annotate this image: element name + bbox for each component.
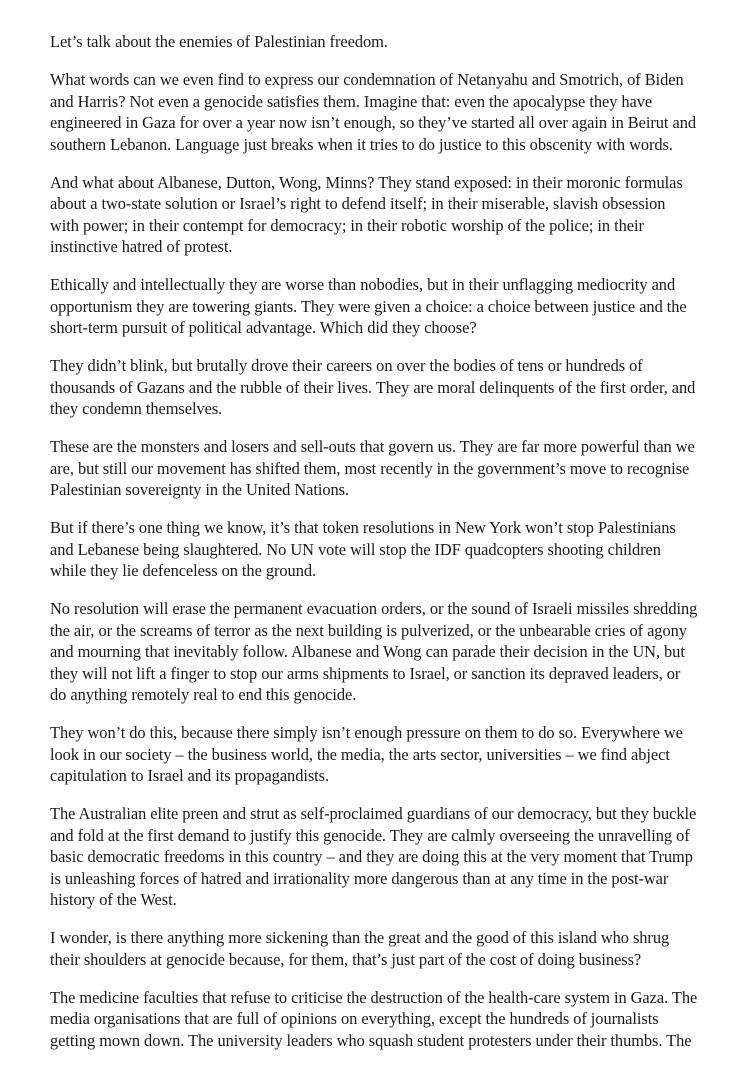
paragraph-12: The medicine faculties that refuse to criticise the destruction of the health-care system in Gaza. The media organisations that are full of opinions on everything, except the hundreds of journalists getting mown down. The university leaders who squash student protesters under their thumbs. The: [50, 987, 698, 1050]
paragraph-10: The Australian elite preen and strut as self-proclaimed guardians of our democracy, but they buckle and fold at the first demand to justify this genocide. They are calmly overseeing the unravelling of basic democratic freedoms in this country – and they are doing this at the very moment that Trump is unleashing forces of hatred and irrationality more dangerous than at any time in the post-war history of the West.: [50, 804, 697, 909]
paragraph-5: They didn’t blink, but brutally drove their careers on over the bodies of tens or hundreds of thousands of Gazans and the rubble of their lives. They are moral delinquents of the first order, and they condemn themselves.: [50, 356, 696, 418]
paragraph-7: But if there’s one thing we know, it’s that token resolutions in New York won’t stop Palestinians and Lebanese being slaughtered. No UN vote will stop the IDF quadcopters shooting children while they lie defenceless on the ground.: [50, 518, 676, 580]
paragraph-6: These are the monsters and losers and sell-outs that govern us. They are far more powerful than we are, but still our movement has shifted them, most recently in the government’s move to recognise Palestinian sovereignty in the United Nations.: [50, 437, 695, 499]
paragraph-3: And what about Albanese, Dutton, Wong, Minns? They stand exposed: in their moronic formulas about a two-state solution or Israel’s right to defend itself; in their miserable, slavish obsession with power; in their contempt for democracy; in their robotic worship of the police; in their instinctive hatred of protest.: [50, 172, 683, 256]
paragraph-2: What words can we even find to express our condemnation of Netanyahu and Smotrich, of Biden and Harris? Not even a genocide satisfies them. Imagine that: even the apocalypse they have engineered in Gaza for over a year now isn’t enough, so they’ve started all over again in Beirut and southern Lebanon. Language just breaks when it tries to do justice to this obscenity with words.: [50, 70, 696, 154]
paragraph-4: Ethically and intellectually they are worse than nobodies, but in their unflagging mediocrity and opportunism they are towering giants. They were given a choice: a choice between justice and the short-term pursuit of political advantage. Which did they choose?: [50, 275, 687, 337]
paragraph-11: I wonder, is there anything more sickening than the great and the good of this island who shrug their shoulders at genocide because, for them, that’s just part of the cost of doing business?: [50, 928, 670, 969]
paragraph-8: No resolution will erase the permanent evacuation orders, or the sound of Israeli missiles shredding the air, or the screams of terror as the next building is pulverized, or the unbearable cries of agony and mourning that inevitably follow. Albanese and Wong can parade their decision in the UN, but they will not lift a finger to stop our arms shipments to Israel, or sanction its depraved leaders, or do anything remotely real to end this genocide.: [50, 599, 698, 704]
paragraph-1: Let’s talk about the enemies of Palestinian freedom.: [50, 32, 388, 51]
paragraph-9: They won’t do this, because there simply isn’t enough pressure on them to do so. Everywhere we look in our society – the business world, the media, the arts sector, universities – we find abject capitulation to Israel and its propagandists.: [50, 723, 683, 785]
document-body: [50, 31, 698, 1068]
